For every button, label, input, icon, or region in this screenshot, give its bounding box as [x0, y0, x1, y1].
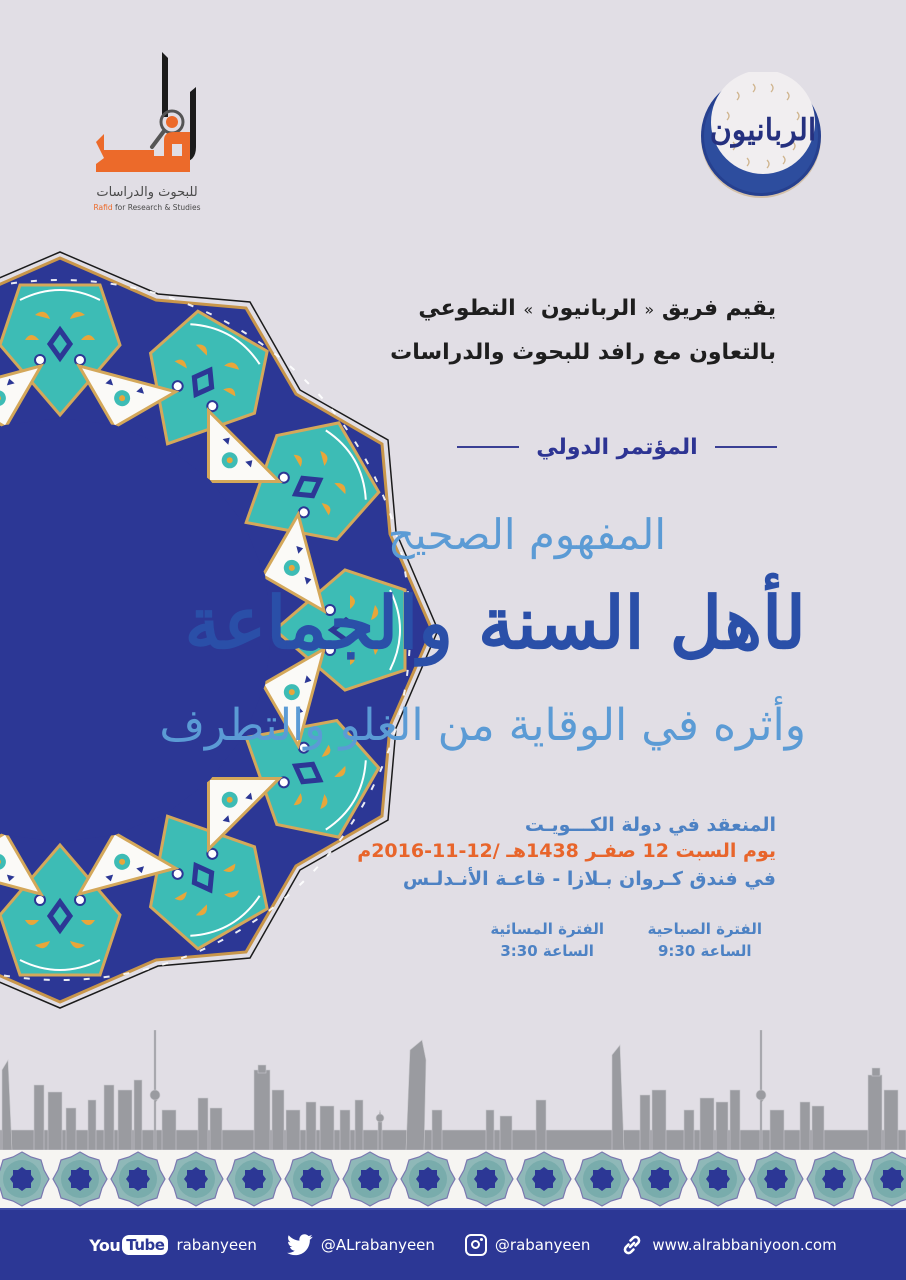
morning-session-time: الساعة 9:30: [657, 942, 752, 960]
rosette-tile-row-icon: [0, 1150, 906, 1208]
morning-session-label: الفترة الصباحية: [647, 920, 762, 938]
intro-line-1: يقيم فريق « الربانيون » التطوعي: [418, 296, 776, 321]
youtube-link[interactable]: [89, 1235, 257, 1255]
youtube-icon: You Tube: [89, 1235, 168, 1255]
youtube-handle: rabanyeen: [176, 1236, 257, 1254]
title-line-3: وأثره في الوقاية من الغلو والتطرف: [159, 700, 806, 751]
evening-session-label: الفترة المسائية: [490, 920, 604, 938]
kuwait-skyline-icon: [0, 1030, 906, 1150]
rafid-logo-mark-icon: [92, 52, 202, 182]
rabbaniyoon-logo: [697, 72, 825, 200]
morning-session: [648, 918, 762, 962]
conference-heading: [457, 432, 777, 462]
event-venue: في فندق كـروان بـلازا - قاعـة الأنـدلـس: [402, 868, 776, 890]
website-link[interactable]: [620, 1233, 836, 1257]
divider-left: [457, 446, 519, 448]
event-date: يوم السبت 12 صفـر 1438هـ /12-11-2016م: [357, 840, 776, 862]
title-line-2: لأهل السنة والجماعة: [184, 580, 806, 665]
conference-label: المؤتمر الدولي: [536, 434, 698, 460]
svg-text:الربانيون: الربانيون: [709, 113, 817, 148]
website-url: www.alrabbaniyoon.com: [652, 1236, 837, 1254]
decorative-tile-strip: [0, 1150, 906, 1208]
intro-line-2: بالتعاون مع رافد للبحوث والدراسات: [390, 340, 776, 365]
event-country: المنعقد في دولة الكـــويـت: [524, 814, 776, 836]
divider-right: [715, 446, 777, 448]
rafid-logo: [92, 52, 202, 217]
instagram-link[interactable]: [465, 1234, 590, 1256]
instagram-icon: [465, 1234, 487, 1256]
chain-link-icon: [620, 1233, 644, 1257]
twitter-link[interactable]: [287, 1234, 435, 1256]
twitter-bird-icon: [287, 1234, 313, 1256]
title-line-1: المفهوم الصحيح: [387, 510, 666, 559]
team-name: الربانيون: [540, 296, 637, 321]
social-footer: [0, 1208, 906, 1280]
rabbaniyoon-crescent-emblem-icon: [697, 72, 825, 200]
rafid-arabic-tagline: للبحوث والدراسات: [96, 185, 198, 200]
evening-session-time: الساعة 3:30: [500, 942, 594, 960]
twitter-handle: @ALrabanyeen: [320, 1236, 435, 1254]
instagram-handle: @rabanyeen: [494, 1236, 591, 1254]
evening-session: [490, 918, 604, 962]
rafid-english-tagline: Rafid for Research & Studies: [93, 203, 201, 212]
